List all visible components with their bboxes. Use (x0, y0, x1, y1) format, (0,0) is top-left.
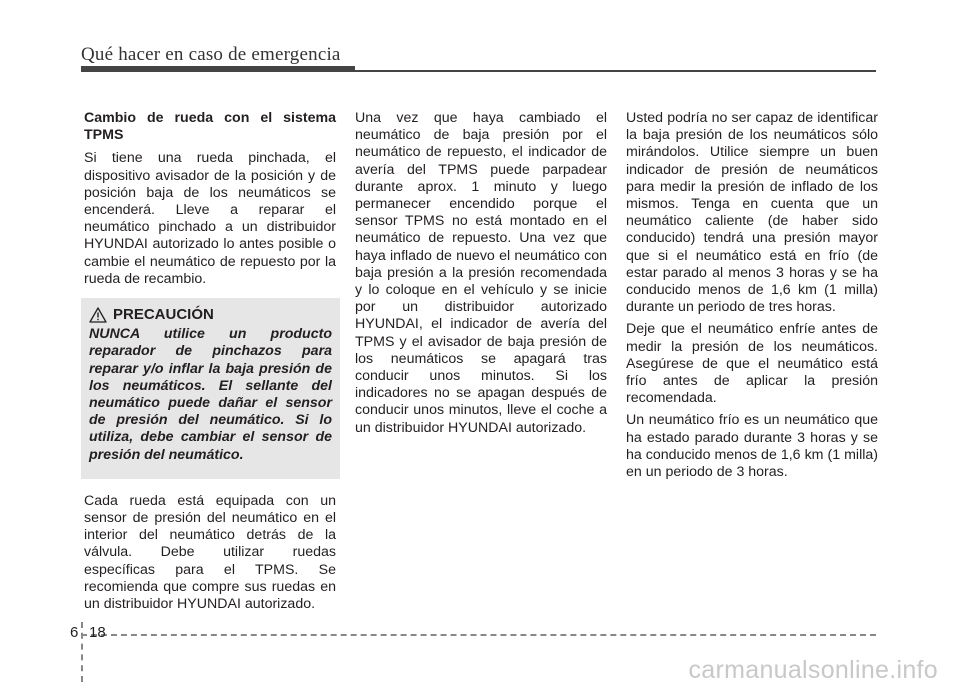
column-1 (84, 110, 336, 618)
caution-title: PRECAUCIÓN (113, 306, 214, 324)
watermark: carmanualsonline.info (688, 656, 938, 684)
warning-triangle-icon (89, 307, 107, 323)
section-title: Cambio de rueda con el sistema TPMS (84, 110, 336, 144)
chapter-number: 6 (70, 624, 79, 641)
footer-divider (81, 622, 83, 682)
paragraph: Una vez que haya cambiado el neumático de baja presión por el neumático de repuesto, el indicador de avería del TPMS puede parpadear durante aprox. 1 minuto y luego permanecer encendido porque el sensor TPMS no está montado en el neumático de repuesto. Una vez que haya inflado de nuevo el neumático con baja presión a la presión recomendada y lo coloque en el vehículo y se inicie por un distribuidor autorizado HYUNDAI, el indicador de avería del TPMS y el avisador de baja presión de los neumáticos se apagará tras conducir unos minutos. Si los indicadores no se apagan después de conducir unos minutos, lleve el coche a un distribuidor HYUNDAI autorizado. (355, 110, 607, 436)
column-3 (626, 110, 878, 486)
paragraph: Si tiene una rueda pinchada, el dispositivo avisador de la posición y de posición baja de los neumáticos se encenderá. Lleve a reparar el neumático pinchado a un distribuidor HYUNDAI autorizado lo antes posible o cambie el neumático de repuesto por la rueda de recambio. (84, 150, 336, 287)
paragraph: Cada rueda está equipada con un sensor de presión del neumático en el interior del neumático detrás de la válvula. Debe utilizar ruedas específicas para el TPMS. Se recomienda que compre sus ruedas en un distribuidor HYUNDAI autorizado. (84, 492, 336, 613)
page-number: 18 (89, 624, 106, 641)
paragraph: Usted podría no ser capaz de identificar la baja presión de los neumáticos sólo mirándolos. Utilice siempre un buen indicador de presión de neumáticos para medir la presión de inflado de los mismos. Tenga en cuenta que un neumático caliente (de haber sido conducido) tendrá una presión mayor que si el neumático está en frío (de estar parado al menos 3 horas y se ha conducido menos de 1,6 km (1 milla) durante un periodo de tres horas. (626, 110, 878, 316)
caution-text: NUNCA utilice un producto reparador de pinchazos para reparar y/o inflar la baja presión de los neumáticos. El sellante del neumático puede dañar el sensor de presión del neumático. Si lo utiliza, debe cambiar el sensor de presión del neumático. (89, 326, 332, 463)
footer-rule (81, 634, 876, 636)
column-2 (355, 110, 607, 442)
chapter-title: Qué hacer en caso de emergencia (81, 44, 341, 65)
caution-header (89, 306, 332, 323)
header-rule (81, 70, 876, 72)
paragraph: Un neumático frío es un neumático que ha estado parado durante 3 horas y se ha conducido menos de 1,6 km (1 milla) en un periodo de 3 horas. (626, 412, 878, 481)
paragraph: Deje que el neumático enfríe antes de medir la presión de los neumáticos. Asegúrese de que el neumático está frío antes de aplicar la presión recomendada. (626, 321, 878, 407)
caution-box (81, 298, 340, 479)
